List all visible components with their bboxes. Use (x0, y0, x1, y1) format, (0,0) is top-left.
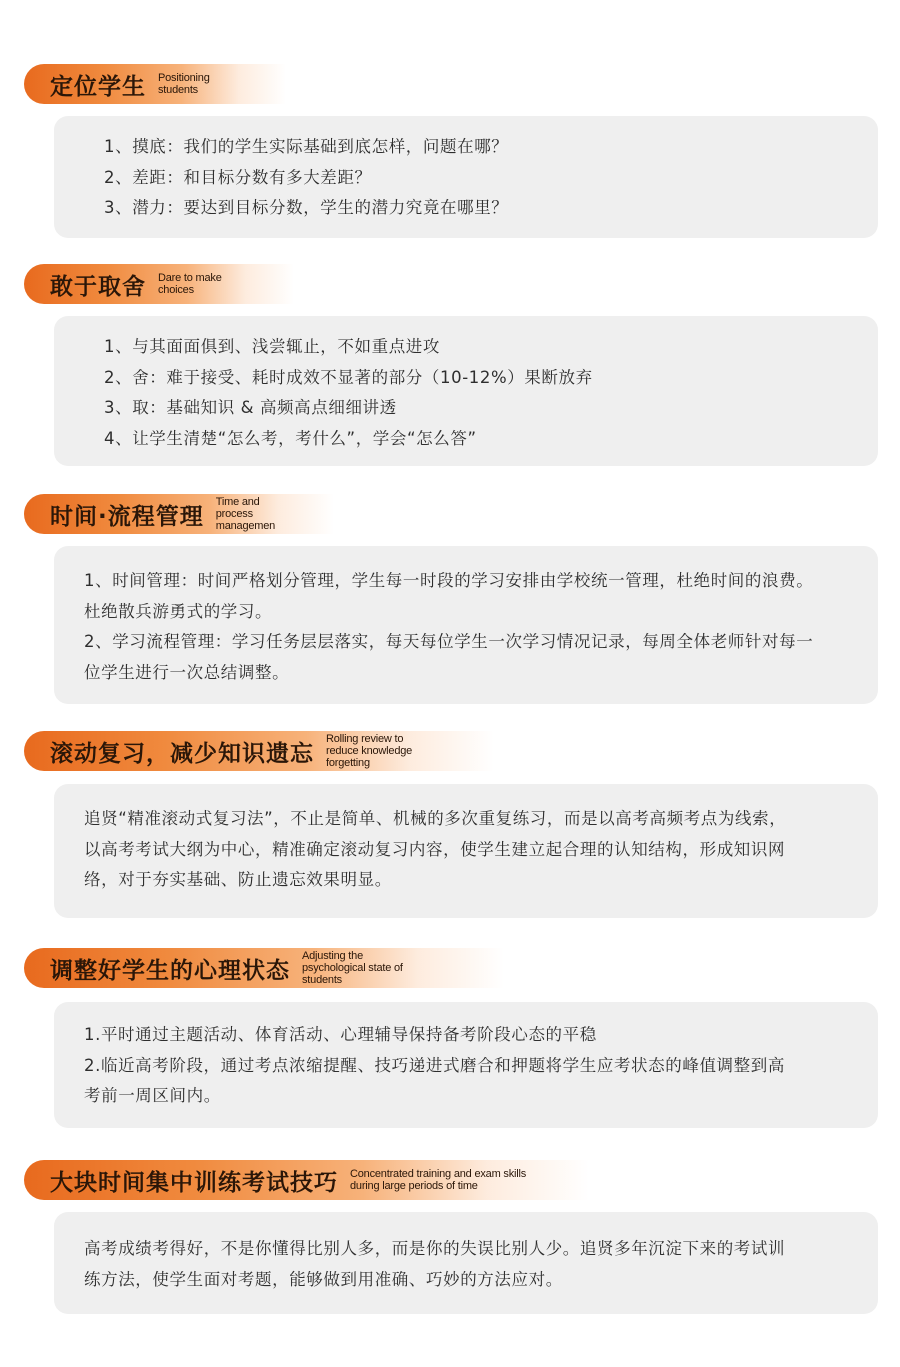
section-box-time-process (54, 546, 878, 704)
section-title-en: Adjusting the psychological state of students (302, 950, 403, 986)
section-title: 定位学生 (50, 73, 146, 100)
section-title-en: Concentrated training and exam skills during large periods of time (350, 1168, 527, 1192)
section-header-rolling-review (24, 731, 494, 771)
section-box-choices (54, 316, 878, 466)
section-title-en: Dare to make choices (158, 272, 222, 296)
section-title-en: Time and process managemen (215, 496, 276, 532)
section-header-positioning (24, 64, 286, 104)
list-item: 2、舍：难于接受、耗时成效不显著的部分（10-12%）果断放弃 (104, 367, 593, 387)
list-item: 1、时间管理：时间严格划分管理，学生每一时段的学习安排由学校统一管理，杜绝时间的浪费。 (84, 571, 814, 590)
list-item: 2、差距：和目标分数有多大差距？ (104, 167, 372, 187)
section-title: 时间·流程管理 (50, 503, 204, 530)
section-title: 调整好学生的心理状态 (50, 957, 290, 984)
list-item: 1、摸底：我们的学生实际基础到底怎样，问题在哪？ (104, 137, 509, 156)
section-title: 滚动复习，减少知识遗忘 (50, 740, 314, 767)
section-header-exam-skills (24, 1160, 589, 1200)
section-title: 大块时间集中训练考试技巧 (50, 1169, 338, 1196)
list-item: 2.临近高考阶段，通过考点浓缩提醒、技巧递进式磨合和押题将学生应考状态的峰值调整到高 (84, 1055, 785, 1075)
section-header-time-process (24, 494, 334, 534)
section-box-psychology (54, 1002, 878, 1128)
list-item: 1、与其面面俱到、浅尝辄止，不如重点进攻 (104, 337, 440, 356)
list-item: 以高考考试大纲为中心，精准确定滚动复习内容，使学生建立起合理的认知结构，形成知识网 (84, 839, 786, 859)
list-item: 追贤“精准滚动式复习法”，不止是简单、机械的多次重复练习，而是以高考高频考点为线索， (84, 809, 787, 828)
section-title-en: Positioning students (158, 72, 210, 96)
list-item: 位学生进行一次总结调整。 (84, 662, 290, 682)
section-title: 敢于取舍 (50, 273, 146, 300)
section-box-exam-skills (54, 1212, 878, 1314)
section-box-positioning (54, 116, 878, 238)
list-item: 杜绝散兵游勇式的学习。 (84, 601, 273, 621)
section-header-psychology (24, 948, 504, 988)
section-title-en: Rolling review to reduce knowledge forgetting (326, 733, 413, 769)
list-item: 3、潜力：要达到目标分数，学生的潜力究竟在哪里？ (104, 198, 509, 217)
list-item: 考前一周区间内。 (84, 1086, 221, 1105)
section-box-rolling-review (54, 784, 878, 918)
list-item: 1.平时通过主题活动、体育活动、心理辅导保持备考阶段心态的平稳 (84, 1025, 597, 1044)
list-item: 络，对于夯实基础、防止遗忘效果明显。 (84, 870, 392, 889)
section-header-choices (24, 264, 294, 304)
list-item: 练方法，使学生面对考题，能够做到用准确、巧妙的方法应对。 (84, 1269, 563, 1289)
list-item: 2、学习流程管理：学习任务层层落实，每天每位学生一次学习情况记录，每周全体老师针对每一 (84, 632, 814, 651)
list-item: 高考成绩考得好，不是你懂得比别人多，而是你的失误比别人少。追贤多年沉淀下来的考试训 (84, 1239, 786, 1258)
list-item: 3、取：基础知识 & 高频高点细细讲透 (104, 398, 397, 417)
list-item: 4、让学生清楚“怎么考，考什么”，学会“怎么答” (104, 428, 477, 448)
